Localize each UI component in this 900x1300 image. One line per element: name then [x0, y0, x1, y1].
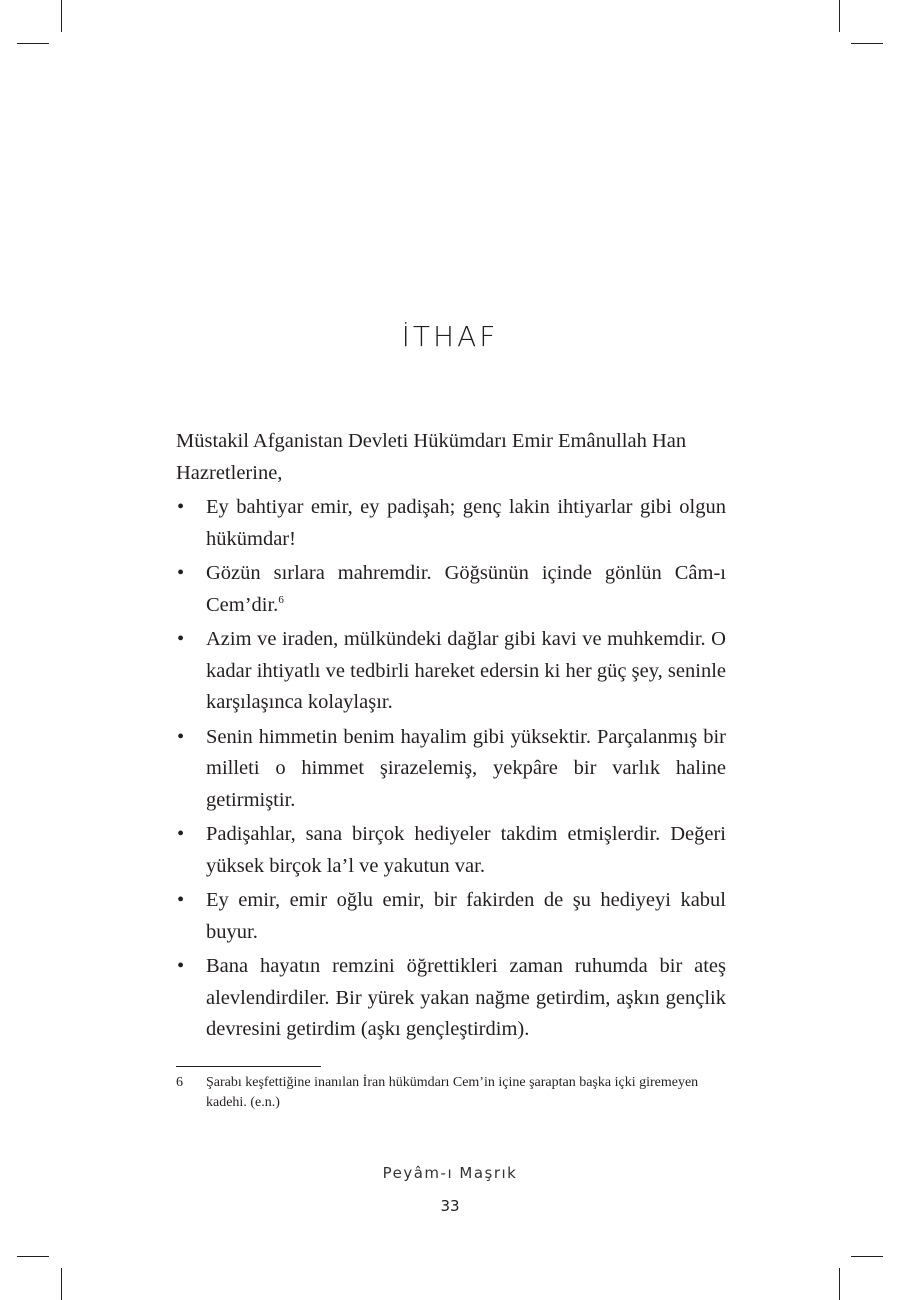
bullet-icon: •	[177, 823, 185, 845]
footnote-divider	[176, 1066, 321, 1067]
list-item-text: Gözün sırlara mahremdir. Göğsünün içinde gönlün Câm-ı Cem’dir.	[206, 562, 726, 616]
running-footer: Peyâm-ı Maşrık	[382, 1164, 518, 1182]
crop-mark	[61, 1268, 62, 1300]
crop-mark	[839, 0, 840, 32]
bullet-icon: •	[177, 955, 185, 977]
list-item	[176, 722, 726, 817]
bullet-icon: •	[177, 496, 185, 518]
bullet-icon: •	[177, 889, 185, 911]
bullet-icon: •	[177, 562, 185, 584]
list-item-text: Ey emir, emir oğlu emir, bir fakirden de şu hediyeyi kabul buyur.	[206, 889, 726, 943]
list-item	[176, 885, 726, 948]
list-item-text: Azim ve iraden, mülkündeki dağlar gibi kavi ve muhkemdir. O kadar ihtiyatlı ve tedbirli hareket edersin ki her güç şey, seninle karşılaşınca kolaylaşır.	[206, 628, 726, 713]
crop-mark	[17, 1256, 49, 1257]
footnote	[176, 1073, 716, 1113]
list-item-text: Padişahlar, sana birçok hediyeler takdim etmişlerdir. Değeri yüksek birçok la’l ve yakutun var.	[206, 823, 726, 877]
footnote-text: Şarabı keşfettiğine inanılan İran hükümdarı Cem’in içine şaraptan başka içki giremeyen kadehi. (e.n.)	[206, 1075, 699, 1110]
list-item-text: Bana hayatın remzini öğrettikleri zaman ruhumda bir ateş alevlendirdiler. Bir yürek yakan nağme getirdim, aşkın gençlik devresini getirdim (aşkı gençleştirdim).	[206, 955, 726, 1040]
dedication-body	[176, 426, 726, 1049]
page-title: İTHAF	[401, 320, 499, 353]
list-item-text: Ey bahtiyar emir, ey padişah; genç lakin ihtiyarlar gibi olgun hükümdar!	[206, 496, 726, 550]
page-number: 33	[440, 1197, 460, 1215]
crop-mark	[851, 1256, 883, 1257]
crop-mark	[839, 1268, 840, 1300]
bullet-icon: •	[177, 725, 185, 748]
footnote-number: 6	[176, 1075, 183, 1090]
list-item	[176, 558, 726, 621]
crop-mark	[61, 0, 62, 32]
crop-mark	[17, 43, 49, 44]
list-item	[176, 624, 726, 719]
dedication-intro: Müstakil Afganistan Devleti Hükümdarı Emir Emânullah Han Hazretlerine,	[176, 430, 687, 484]
list-item	[176, 492, 726, 555]
bullet-icon: •	[177, 628, 185, 650]
dedication-list	[176, 492, 726, 1046]
footnote-reference[interactable]: 6	[278, 593, 284, 606]
list-item	[176, 819, 726, 882]
list-item	[176, 951, 726, 1046]
list-item-text: Senin himmetin benim hayalim gibi yüksektir. Parçalanmış bir milleti o himmet şirazelemiş, yekpâre bir varlık haline getirmiştir.	[206, 725, 726, 811]
crop-mark	[851, 43, 883, 44]
